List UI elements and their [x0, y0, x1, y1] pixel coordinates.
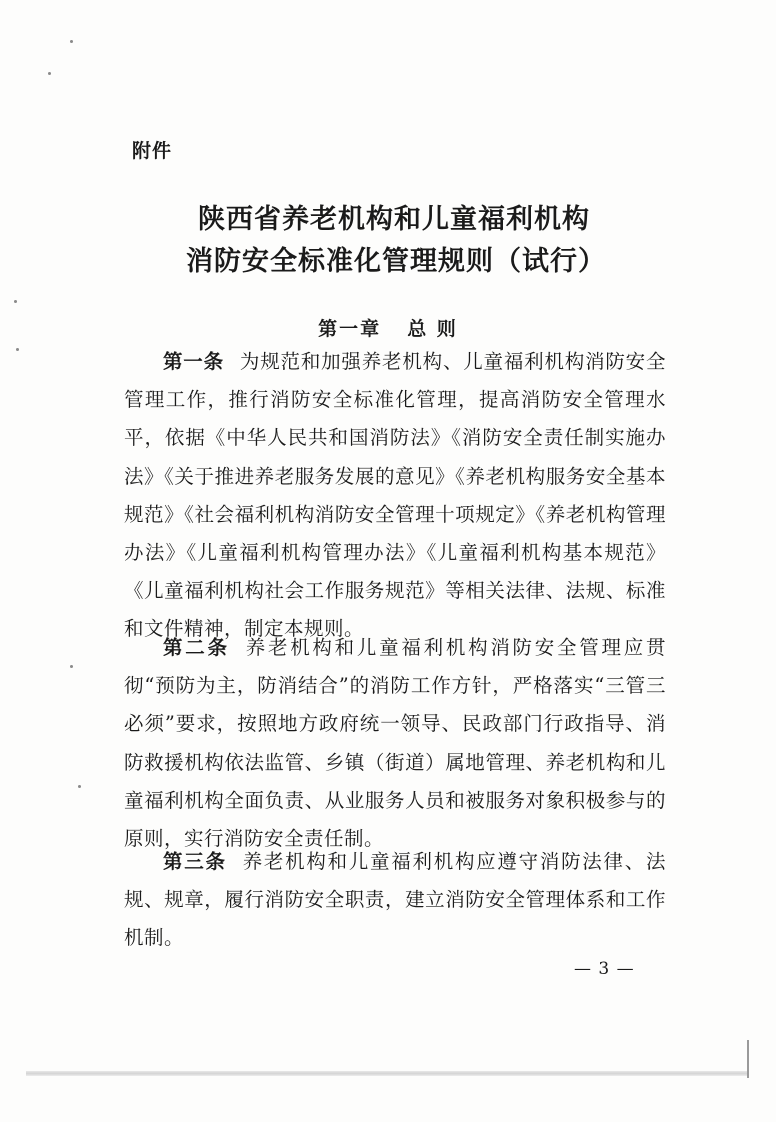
article-2	[124, 629, 666, 858]
article-text: 养老机构和儿童福利机构消防安全管理应贯彻“预防为主，防消结合”的消防工作方针，严格落实“三管三必须”要求，按照地方政府统一领导、民政部门行政指导、消防救援机构依法监管、乡镇（街道）属地管理、养老机构和儿童福利机构全面负责、从业服务人员和被服务对象积极参与的原则，实行消防安全责任制。	[124, 636, 666, 851]
scan-edge-bottom	[26, 1071, 748, 1076]
scan-speck	[78, 785, 81, 788]
document-title-line-1: 陕西省养老机构和儿童福利机构	[198, 204, 590, 235]
document-title-line-2: 消防安全标准化管理规则（试行）	[186, 246, 606, 277]
chapter-number: 第一章	[318, 318, 382, 340]
scan-speck	[16, 348, 19, 351]
page-number: — 3 —	[574, 959, 635, 979]
scan-speck	[70, 665, 73, 668]
article-text: 为规范和加强养老机构、儿童福利机构消防安全管理工作，推行消防安全标准化管理，提高消防安全管理水平，依据《中华人民共和国消防法》《消防安全责任制实施办法》《关于推进养老服务发展的意见》《养老机构服务安全基本规范》《社会福利机构消防安全管理十项规定》《养老机构管理办法》《儿童福利机构管理办法》《儿童福利机构基本规范》《儿童福利机构社会工作服务规范》等相关法律、法规、标准和文件精神，制定本规则。	[124, 350, 666, 641]
article-number: 第二条	[163, 636, 230, 659]
article-number: 第三条	[163, 850, 227, 873]
chapter-name: 总 则	[407, 318, 458, 340]
chapter-heading	[0, 314, 776, 341]
article-1	[124, 343, 666, 649]
scan-speck	[48, 72, 51, 75]
attachment-label: 附件	[132, 140, 173, 162]
article-3	[124, 843, 666, 958]
article-text: 养老机构和儿童福利机构应遵守消防法律、法规、规章，履行消防安全职责，建立消防安全管理体系和工作机制。	[124, 850, 666, 950]
scan-speck	[70, 40, 73, 43]
scan-edge-right	[747, 1040, 749, 1078]
scan-speck	[14, 300, 17, 303]
article-number: 第一条	[163, 350, 224, 373]
